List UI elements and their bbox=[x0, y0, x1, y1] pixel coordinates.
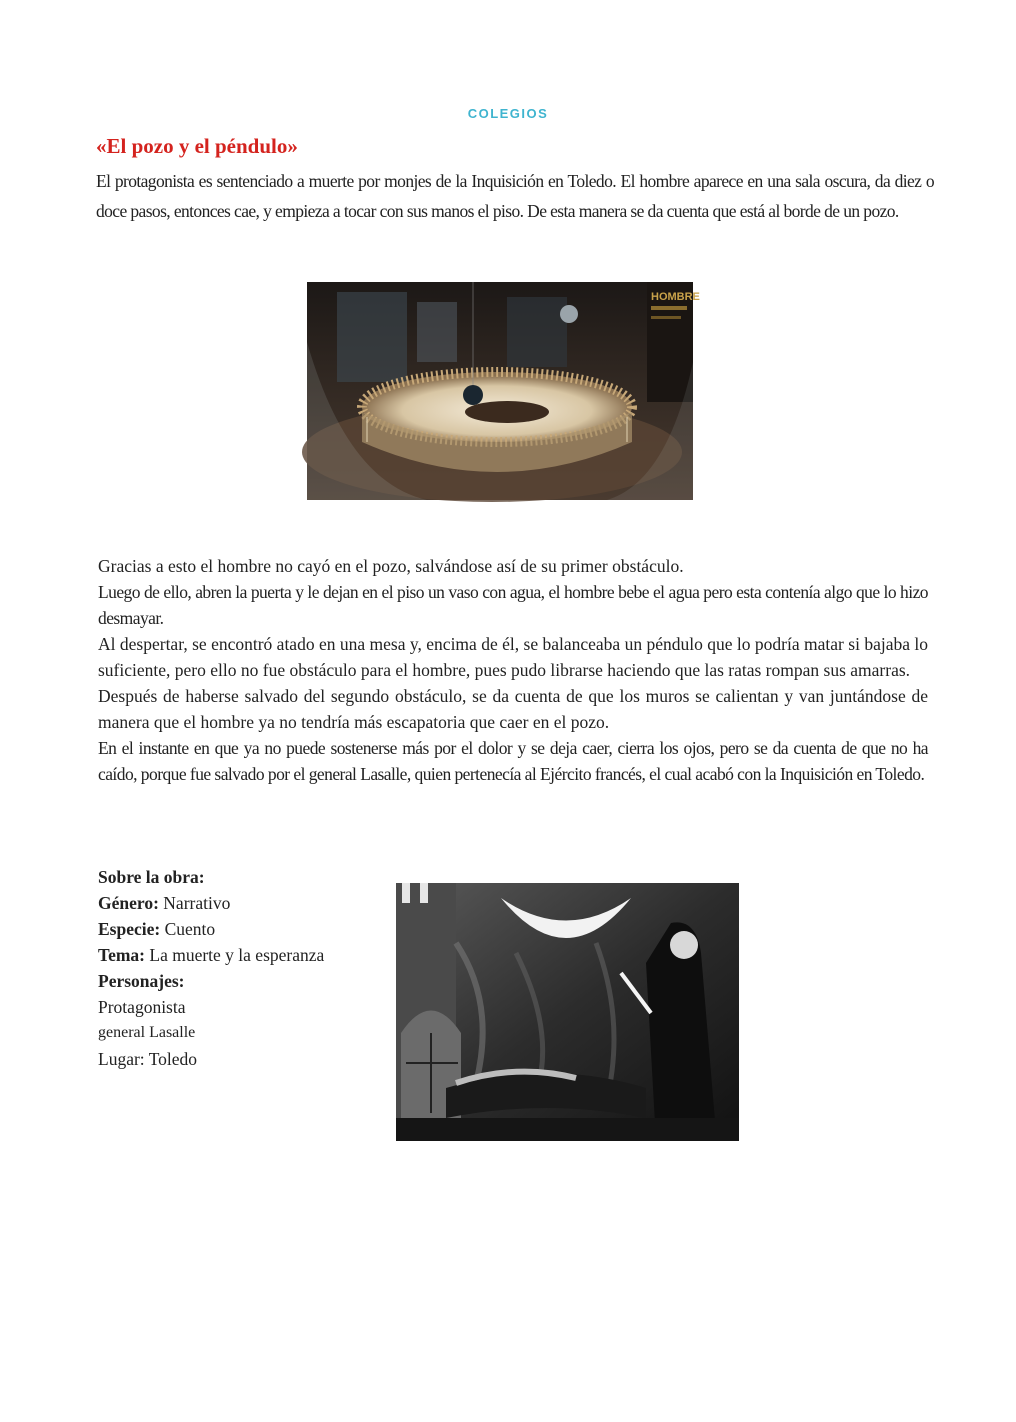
species-label: Especie: bbox=[98, 919, 161, 939]
about-work bbox=[98, 864, 388, 1072]
story-paragraph: En el instante en que ya no puede sostenerse más por el dolor y se deja caer, cierra los ojos, pero se da cuenta de que no ha caído, porque fue salvado por el general Lasalle, quien pertenecía al Ejército francés, el cual acabó con la Inquisición en Toledo. bbox=[98, 738, 928, 784]
theme-label: Tema: bbox=[98, 945, 145, 965]
genre-value: Narrativo bbox=[163, 893, 231, 913]
characters-label: Personajes: bbox=[98, 971, 185, 991]
museum-sign-text: HOMBRE bbox=[651, 291, 700, 303]
species-value: Cuento bbox=[164, 919, 216, 939]
intro-paragraph: El protagonista es sentenciado a muerte por monjes de la Inquisición en Toledo. El hombre aparece en una sala oscura, da diez o doce pasos, entonces cae, y empieza a tocar con sus manos el piso. De esta manera se da cuenta que está al borde de un pozo. bbox=[96, 171, 934, 221]
story-paragraph: Después de haberse salvado del segundo obstáculo, se da cuenta de que los muros se calientan y van juntándose de manera que el hombre ya no tendría más escapatoria que caer en el pozo. bbox=[98, 686, 928, 732]
character-item: Protagonista bbox=[98, 997, 186, 1017]
film-still-photo bbox=[396, 883, 739, 1141]
about-heading: Sobre la obra: bbox=[98, 867, 205, 887]
story-paragraph: Gracias a esto el hombre no cayó en el pozo, salvándose así de su primer obstáculo. bbox=[98, 556, 684, 576]
theme-value: La muerte y la esperanza bbox=[149, 945, 325, 965]
genre-label: Género: bbox=[98, 893, 159, 913]
place-value: Lugar: Toledo bbox=[98, 1049, 198, 1069]
page-title: «El pozo y el péndulo» bbox=[96, 134, 298, 158]
character-item: general Lasalle bbox=[98, 1024, 196, 1041]
story-paragraph: Luego de ello, abren la puerta y le dejan en el piso un vaso con agua, el hombre bebe el agua pero esta contenía algo que lo hizo desmayar. bbox=[98, 582, 928, 628]
story-paragraph: Al despertar, se encontró atado en una mesa y, encima de él, se balanceaba un péndulo que lo podría matar si bajaba lo suficiente, pero ello no fue obstáculo para el hombre, pues pudo librarse haciendo que las ratas rompan sus amarras. bbox=[98, 634, 928, 680]
museum-pendulum-photo bbox=[307, 282, 700, 500]
story-section bbox=[98, 553, 928, 787]
header-brand: COLEGIOS bbox=[467, 106, 549, 121]
